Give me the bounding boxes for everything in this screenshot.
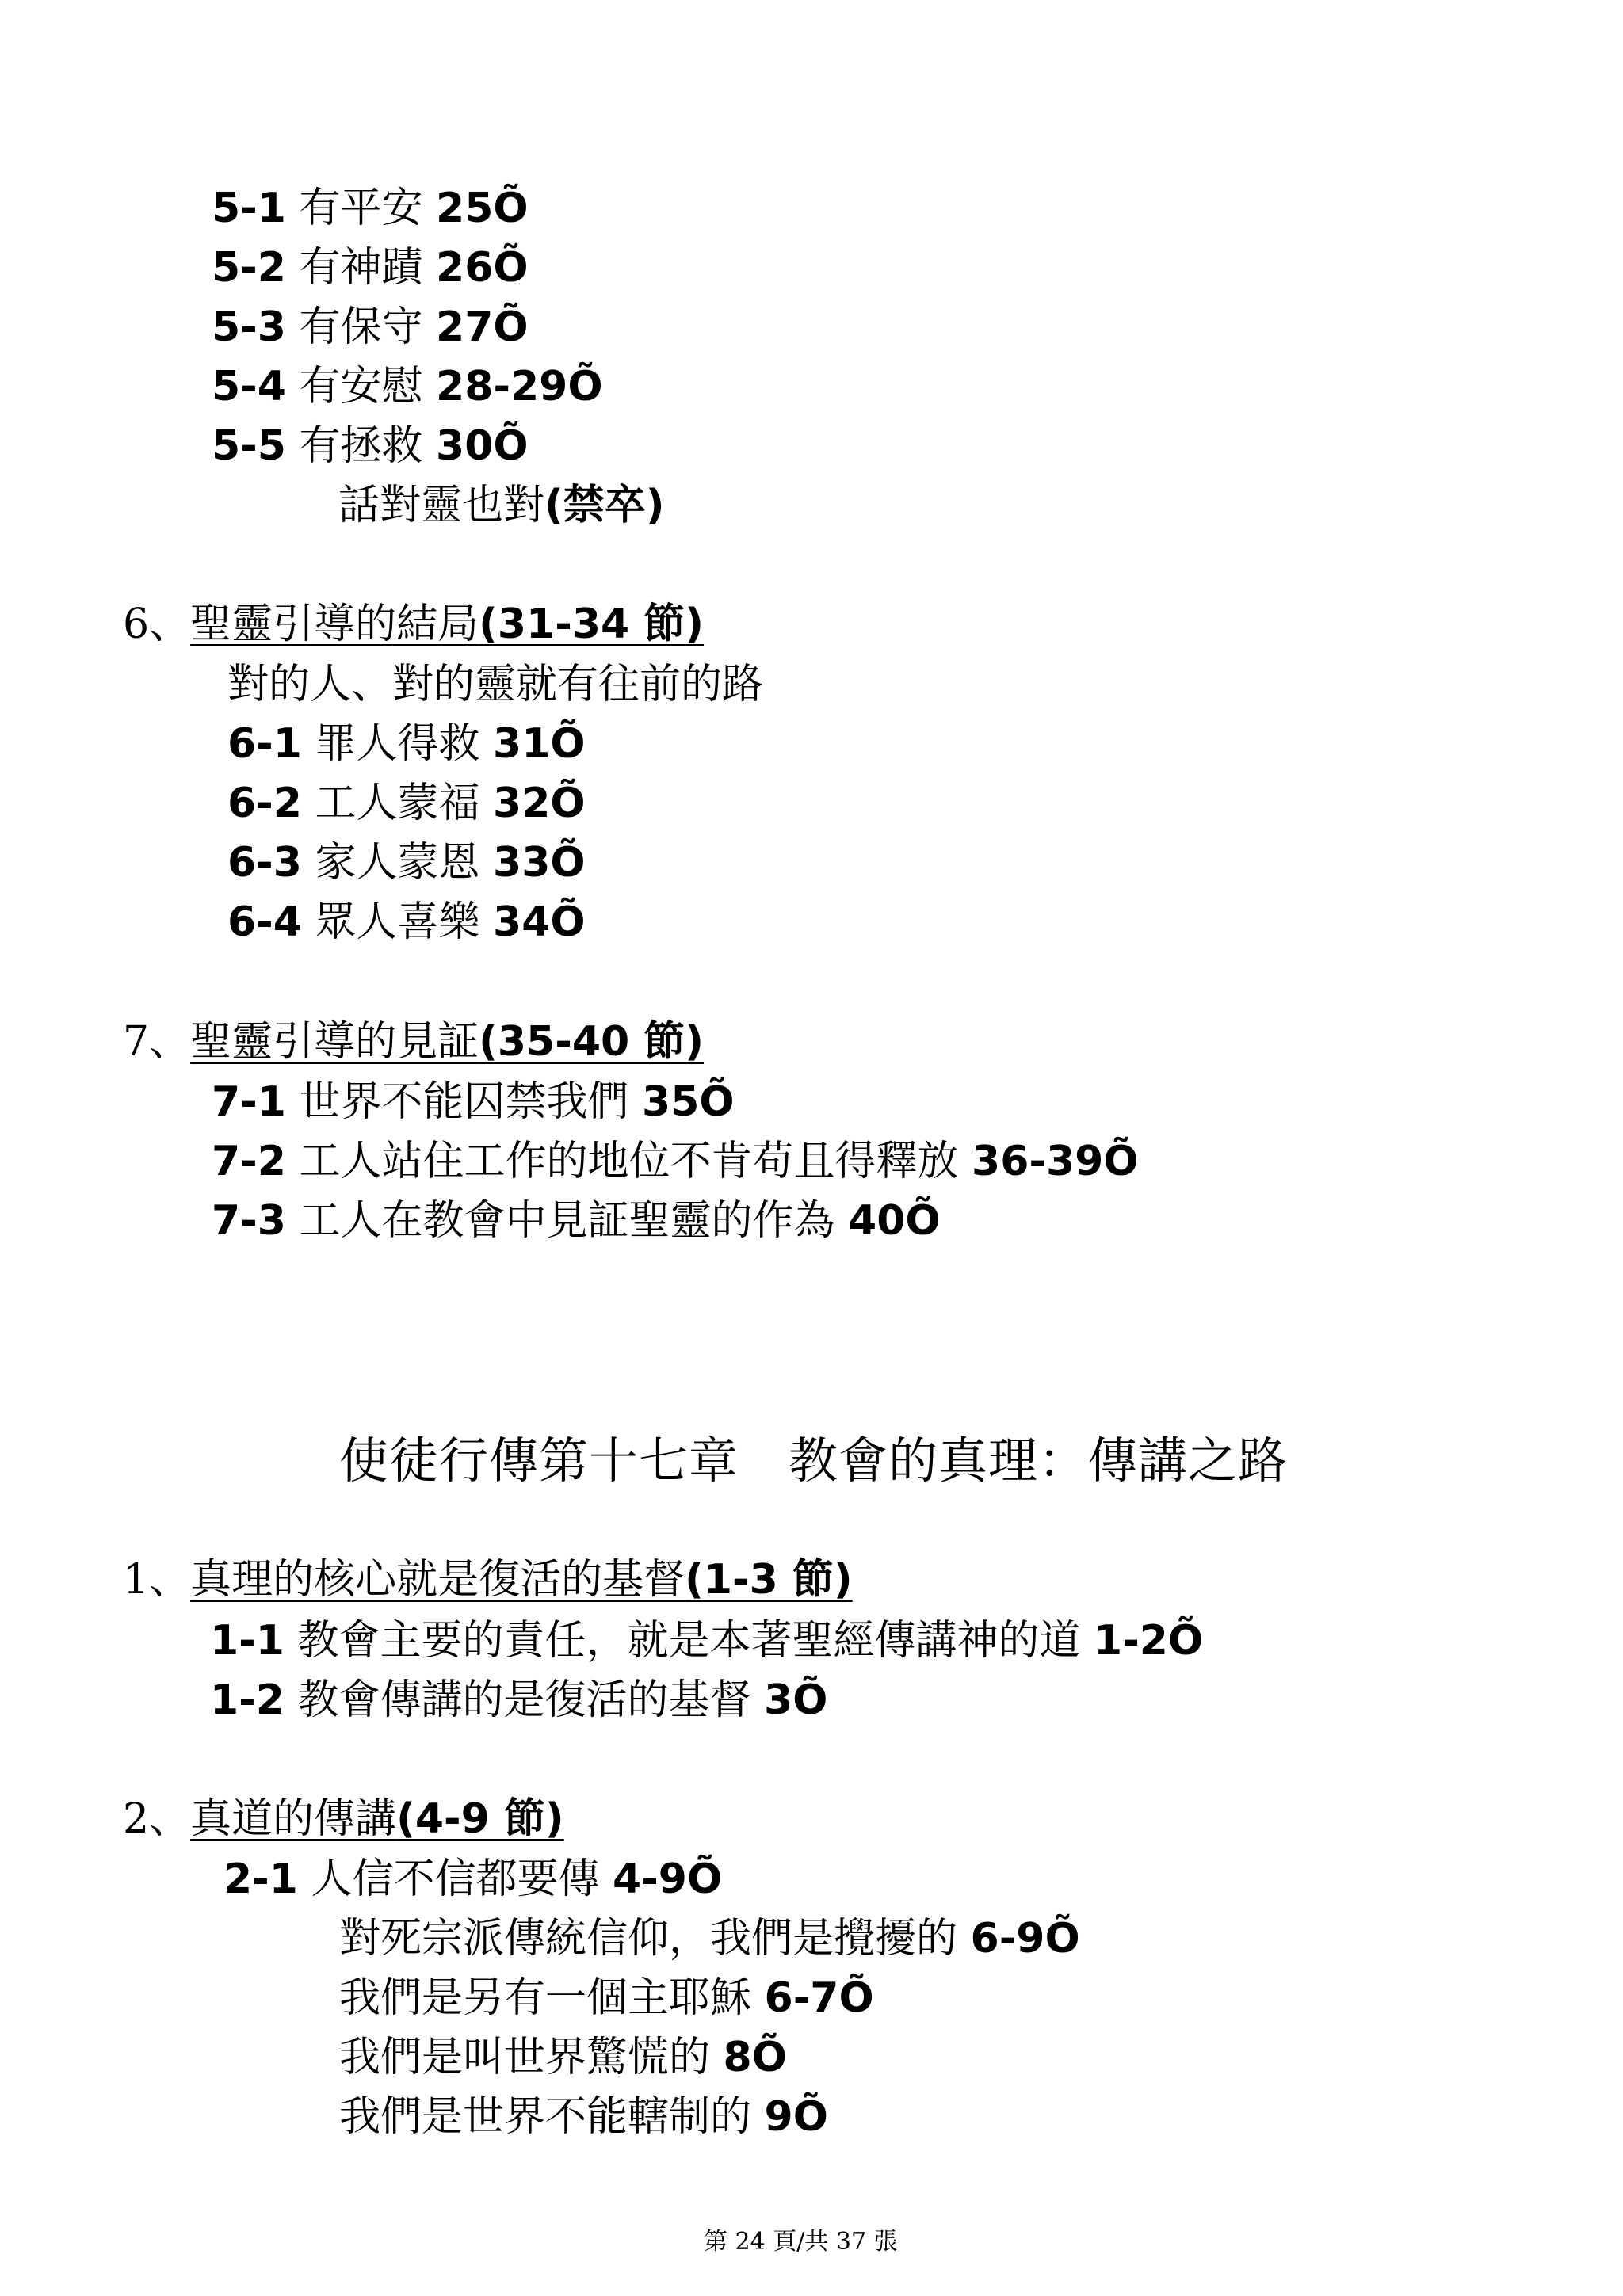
item-number: 2-1 <box>223 1855 298 1903</box>
verse-ref: 6-9Õ <box>970 1915 1080 1962</box>
item-text: 有安慰 <box>299 363 423 410</box>
sub-item <box>339 2032 787 2083</box>
item-number: 1-2 <box>210 1676 285 1724</box>
verse-ref: 9Õ <box>764 2093 828 2141</box>
section-number: 2、 <box>123 1795 191 1843</box>
item-text: 罪人得救 <box>315 720 480 768</box>
section-number: 1、 <box>123 1556 191 1604</box>
section-heading <box>123 1794 564 1844</box>
item-number: 6-1 <box>227 720 302 768</box>
verse-ref: 6-7Õ <box>764 1974 874 2022</box>
verse-ref: 36-39Õ <box>972 1138 1139 1185</box>
section-intro: 對的人、對的靈就有往前的路 <box>227 661 764 708</box>
page-footer: 第 24 頁/共 37 張 <box>704 2228 898 2256</box>
item-number: 5-5 <box>212 422 286 470</box>
item-text: 工人站住工作的地位不肯苟且得釋放 <box>299 1138 959 1185</box>
list-item <box>212 421 529 471</box>
item-number: 5-4 <box>212 363 286 410</box>
item-number: 7-1 <box>212 1078 286 1126</box>
item-text: 工人在教會中見証聖靈的作為 <box>299 1197 835 1245</box>
item-number: 6-4 <box>227 898 302 946</box>
verse-ref: 30Õ <box>436 422 529 470</box>
list-item <box>210 1675 827 1726</box>
list-item <box>212 302 529 353</box>
heading-text: 聖靈引導的見証(35-40 節) <box>190 1018 705 1066</box>
sub-item <box>339 1973 874 2023</box>
list-item <box>227 778 586 829</box>
section-heading <box>123 1554 853 1605</box>
item-text: 家人蒙恩 <box>315 839 480 887</box>
item-text: 有拯救 <box>299 422 423 470</box>
verse-ref: 33Õ <box>493 839 586 887</box>
item-text: 有保守 <box>299 303 423 351</box>
list-item <box>212 242 529 293</box>
verse-ref: 4-9Õ <box>613 1855 723 1903</box>
verse-ref: 8Õ <box>723 2034 787 2081</box>
item-text: 有平安 <box>299 185 423 232</box>
item-number: 5-2 <box>212 244 286 292</box>
verse-ref: 40Õ <box>848 1197 941 1245</box>
section-heading <box>123 1016 704 1067</box>
list-item <box>227 897 586 948</box>
list-item <box>212 1136 1139 1187</box>
sub-item-text: 對死宗派傳統信仰，我們是攪擾的 <box>339 1915 958 1962</box>
sub-item <box>339 2092 828 2142</box>
list-item <box>212 1077 735 1127</box>
chapter-title: 使徒行傳第十七章 教會的真理：傳講之路 <box>339 1432 1289 1489</box>
list-item <box>227 719 586 769</box>
item-number: 1-1 <box>210 1617 285 1665</box>
note-text: 話對靈也對 <box>338 482 545 529</box>
item-text: 世界不能囚禁我們 <box>299 1078 629 1126</box>
item-text: 眾人喜樂 <box>315 898 480 946</box>
item-number: 5-1 <box>212 185 286 232</box>
verse-ref: 27Õ <box>436 303 529 351</box>
list-item <box>227 837 586 888</box>
item-text: 教會主要的責任，就是本著聖經傳講神的道 <box>297 1617 1081 1665</box>
list-item <box>210 1615 1203 1666</box>
verse-ref: 25Õ <box>436 185 529 232</box>
item-text: 有神蹟 <box>299 244 423 292</box>
item-number: 6-3 <box>227 839 302 887</box>
section-heading <box>123 599 704 650</box>
sub-item-text: 我們是另有一個主耶穌 <box>339 1974 752 2022</box>
verse-ref: 1-2Õ <box>1094 1617 1204 1665</box>
sub-item <box>339 1913 1080 1964</box>
verse-ref: 26Õ <box>436 244 529 292</box>
item-text: 教會傳講的是復活的基督 <box>297 1676 751 1724</box>
heading-text: 聖靈引導的結局(31-34 節) <box>190 601 705 648</box>
item-text: 工人蒙福 <box>315 780 480 827</box>
verse-ref: 34Õ <box>493 898 586 946</box>
verse-ref: 28-29Õ <box>436 363 603 410</box>
note-line <box>338 480 665 531</box>
verse-ref: 32Õ <box>493 780 586 827</box>
sub-item-text: 我們是叫世界驚慌的 <box>339 2034 711 2081</box>
heading-text: 真道的傳講(4-9 節) <box>190 1795 564 1843</box>
note-paren: (禁卒) <box>544 482 665 529</box>
verse-ref: 3Õ <box>764 1676 828 1724</box>
item-number: 7-2 <box>212 1138 286 1185</box>
item-number: 6-2 <box>227 780 302 827</box>
verse-ref: 31Õ <box>493 720 586 768</box>
list-item <box>212 361 603 412</box>
list-item <box>212 1196 941 1246</box>
heading-text: 真理的核心就是復活的基督(1-3 節) <box>190 1556 853 1604</box>
section-number: 7、 <box>123 1018 191 1066</box>
verse-ref: 35Õ <box>642 1078 735 1126</box>
list-item <box>212 183 529 234</box>
list-item <box>223 1854 722 1905</box>
item-number: 7-3 <box>212 1197 286 1245</box>
item-text: 人信不信都要傳 <box>311 1855 600 1903</box>
sub-item-text: 我們是世界不能轄制的 <box>339 2093 752 2141</box>
item-number: 5-3 <box>212 303 286 351</box>
section-number: 6、 <box>123 601 191 648</box>
